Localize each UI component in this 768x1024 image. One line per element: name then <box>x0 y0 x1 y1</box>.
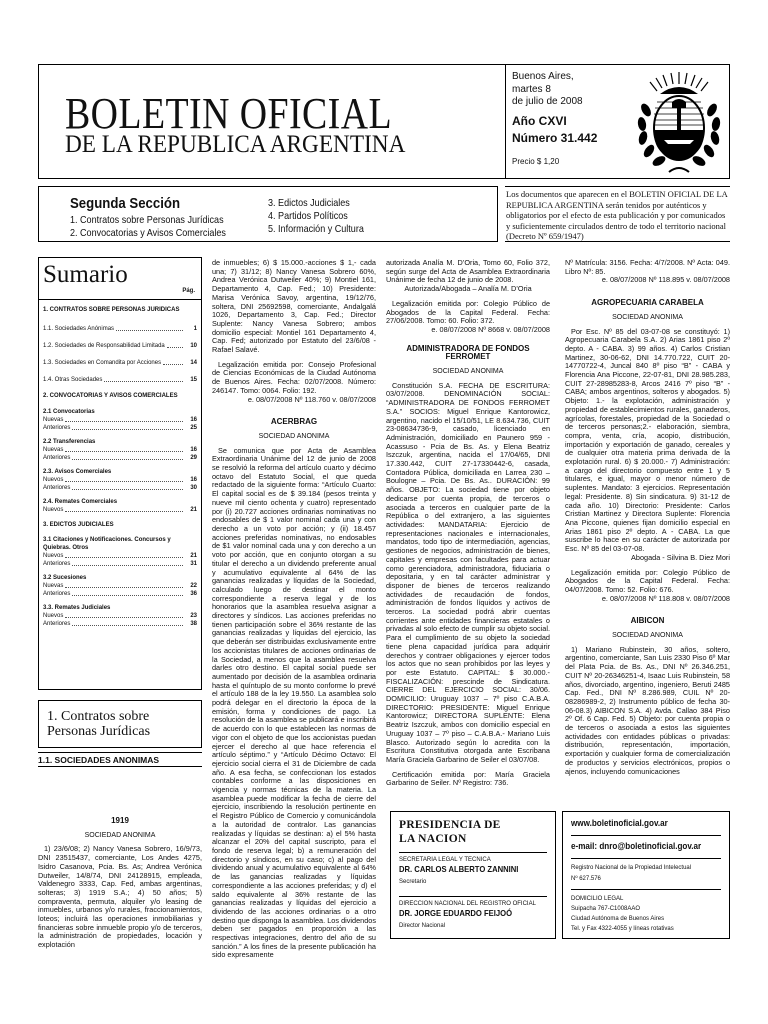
entry-label: 1.4. Otras Sociedades <box>43 377 103 383</box>
divider <box>571 858 721 859</box>
text-column-2 <box>212 259 376 960</box>
sumario-box <box>38 257 202 690</box>
subsection-title: 1.1. SOCIEDADES ANONIMAS <box>38 755 160 765</box>
sumario-subheading: 2.4. Remates Comerciales <box>43 499 118 505</box>
leader-dots <box>65 587 183 588</box>
sumario-subheading: 3.3. Remates Judiciales <box>43 605 111 611</box>
notice-paragraph: Se comunica que por Acta de Asamblea Extraordinaria Unánime del 12 de junio de 2008 se resolvió la reforma del artículo cuarto y décimo octavo del Estatuto Social, el que queda redactado de la siguiente forma: “Artículo Cuarto: El capital social es de $ 39.184 (pesos treinta y nueve mil ciento ochenta y cuatro) representado por (i) 20.727 acciones ordinarias nominativas no endosables de $ 1 valor nominal cada una y con derecho a un voto por acción; y (ii) 18.457 acciones preferidas nominativas, no endosables de $1 valor nominal cada una y con derecho a un voto por acción, que en conjunto otorgan a su titular el derecho a un dividendo preferente anual y acumulativo equivalente al 64% de las ganancias realizadas y líquidas de la Sociedad, calculado luego de destinar el monto correspondiente a reserva legal y de los honorarios que la asamblea resuelva asignar a directores y síndicos. Las acciones preferidas no tienen participación sobre el 36% restante de las ganancias realizadas y líquidas del ejercicio, las que deberán ser distribuidas exclusivamente entre los accionistas titulares de acciones ordinarias de la Sociedad, a menos que la asamblea resuelva darles otro destino. El capital social puede ser aumentado por decisión de la asamblea ordinaria hasta el quíntuplo de su monto conforme lo prevé el artículo 188 de la ley 19.550. La asamblea solo podrá delegar en el directorio la época de la emisión, forma y condiciones de pago. La resolución de la asamblea se publicará e inscribirá de acuerdo con lo que establecen las normas de vigor con el objeto de que los accionistas puedan ejercer el derecho al que hace referencia el artículo séptimo.” y “Artículo Décimo Octavo: El ejercicio social cierra el 31 de Diciembre de cada año. A esa fecha, se confeccionan los estados contables conforme a las disposiciones en vigencia y normas técnicas de la materia. La asamblea puede modificar la fecha de cierre del ejercicio, inscribiendo la resolución pertinente en el Registro Público de Comercio y comunicándola a la autoridad de contralor. Las ganancias realizadas y líquidas se destinan: a) el 5% hasta alcanzar el 20% del capital suscripto, para el fondo de reserva legal; b) a remuneración del directorio y síndicos, en su caso; c) al pago del dividendo anual y acumulativo equivalente al 64% de las ganancias realizadas y líquidas correspondiente a las acciones preferidas; y d) el saldo equivalente al 36% restante de las ganancias realizadas y líquidas del ejercicio a dividendo de las acciones ordinarias o a otro destino que disponga la asamblea. Los dividendos deben ser pagados en proporción a las respectivas integraciones, dentro del año de su sanción.” A los fines de la presente publicación ha sido expresamente <box>212 445 376 960</box>
leader-dots <box>65 481 183 482</box>
leader-dots <box>72 429 183 430</box>
entry-page: 22 <box>190 583 197 589</box>
entry-label: Nuevos <box>43 613 64 619</box>
sumario-entry[interactable] <box>43 620 197 628</box>
leader-dots <box>163 364 183 365</box>
sumario-entry[interactable] <box>43 582 197 590</box>
sumario-entry[interactable] <box>43 416 197 424</box>
sumario-entry[interactable] <box>43 359 197 367</box>
presidencia-box <box>390 811 556 939</box>
notice-paragraph: Legalización emitida por: Colegio Público de Abogados de la Capital Federal. Fecha: 27/06/2008. Tomo: 60. Folio: 372. <box>386 298 550 326</box>
section-item: 1. Contratos sobre Personas Jurídicas <box>70 214 224 226</box>
section-item: 4. Partidos Políticos <box>268 210 348 222</box>
entry-label: Anteriores <box>43 591 71 597</box>
presidencia-title-line: PRESIDENCIA DE <box>399 819 501 831</box>
entry-label: Nuevos <box>43 553 64 559</box>
notice-paragraph: Nº Matrícula: 3156. Fecha: 4/7/2008. Nº Acta: 049. Libro Nº: 85. <box>565 258 730 276</box>
entry-label: Anteriores <box>43 561 71 567</box>
notice-subheading: SOCIEDAD ANONIMA <box>432 368 504 376</box>
sumario-entry[interactable] <box>43 506 197 514</box>
sumario-entry[interactable] <box>43 484 197 492</box>
presidencia-title <box>399 818 547 846</box>
notice-heading: AGROPECUARIA CARABELA <box>591 298 704 308</box>
secretaria-name: DR. CARLOS ALBERTO ZANNINI <box>399 864 519 874</box>
leader-dots <box>116 330 183 331</box>
entry-label: 1.2. Sociedades de Responsabilidad Limitada <box>43 343 165 349</box>
sumario-entry[interactable] <box>43 552 197 560</box>
entry-page: 1 <box>193 326 197 332</box>
notice-heading: 1919 <box>111 816 129 825</box>
notice-heading: ADMINISTRADORA DE FONDOS FERROMET <box>406 343 530 362</box>
domicilio-tel: Tel. y Fax 4322-4055 y líneas rotativas <box>571 926 674 932</box>
domicilio-label: DOMICILIO LEGAL <box>571 896 624 902</box>
notice-paragraph: Constitución S.A. FECHA DE ESCRITURA: 03/07/2008. DENOMINACIÓN SOCIAL: “ADMINISTRADORA DE FONDOS FERROMET S.A.” SOCIOS: Miguel Enrique Kantorowicz, argentino, nacido el 15/10/51, LE 8.634.736, CUIT 23-08634736-9, casado, licenciado en Administración, domiciliado en Paunero 959 - Acassuso - Pcia de Bs. As. y Elena Beatriz Iszczuk, argentina, nacida el 17/04/65, DNI 17.330.442, CUIT 27-17330442-6, casada, Contadora Pública, domiciliada en Larrea 230 – Boulogne – Pcia. De Bs. As.. DURACIÓN: 99 años. OBJETO: La sociedad tiene por objeto dedicarse por cuenta propia, de terceros o asociada a terceros en cualquier parte de la República o del extranjero, a las siguientes actividades: MANDATARIA: Ejercicio de representaciones nacionales e internacionales, mandatos, todo tipo de intermediación, agencias, gestiones de negocios, administración de bienes, capitales y empresas con facultades para actuar como gerenciadora, administradora, fiduciaria o depositaria, y en tal carácter administrar y disponer de bienes de terceros realizando actividades de recaudación de fondos, administración de fondos líquidos y activos de terceros. La sociedad podrá abrir cuentas corrientes ante entidades financieras estatales o privadas al solo efecto de cumplir su objeto social. Para el cumplimiento de su objeto la sociedad tiene plena capacidad jurídica para adquirir derechos y contraer obligaciones y ejercer todos los actos que no sean prohibidos por las leyes y por este Estatuto. CAPITAL: $ 30.000.- FISCALIZACIÓN: prescinde de Sindicatura. CIERRE DEL EJERCICIO SOCIAL: 30/06. DOMICILIO: Uruguay 1037 – 7º piso C.A.B.A. DIRECTORIO: PRESIDENTE: Miguel Enrique Kantorowicz; DIRECTORA SUPLENTE: Elena Beatriz Iszczuk, ambos con domicilio especial en Uruguay 1037 – 7º piso – C.A.B.A.- Mariano Luis Blasco. Autorizado según lo acredita con la Escritura Constitutiva otorgada ante Escribana María Graciela Garbarino de Seiler el 03/07/08. <box>386 380 550 764</box>
leader-dots <box>104 381 183 382</box>
leader-dots <box>72 459 183 460</box>
domicilio-street: Suipacha 767-C1008AAO <box>571 906 641 912</box>
notice-paragraph: Por Esc. Nº 85 del 03-07-08 se constituyó: 1) Agropecuaria Carabela S.A. 2) Arias 1861 piso 2º depto. A - CABA. 3) 99 años. 4) Carlos Cristian Martinez, 30-06-62, DNI 14.770.722, CUIT 20-14770722-4, Juncal 840 8º piso “B” - CABA y Florencia Ana Piccone, 22-07-81, DNI 28.985.283, CUIT 27-28985283-8, Arcos 2416 7º piso “B” - CABA; ambos argentinos, solteros y abogados. 5) Objeto: 1.- la explotación, administración y propiedad de establecimientos rurales, ganaderos, agrícolas, forestales, propiedad de la Sociedad o de terceros personas;2.- elaboración, siembra, compra, venta, cría, acopio, distribución, importación y exportación de ganado, cereales y de cualquier otra materia prima derivada de la explotación rural. 6) $ 20.000.- 7) Administración: a cargo del directorio compuesto entre 1 y 5 titulares, e igual, mayor o menor número de suplentes. Mandato: 3 ejercicios. Representación legal: Presidente. 8) Sin sindicatura. 9) 31-12 de cada año. 10) Directorio: Presidente: Carlos Cristian Martinez y Directora Suplente: Florencia Ana Piccone, quienes fijan domicilio especial en Arias 1861 piso 2º depto. A - CABA. La que suscribe lo hace en su carácter de autorizada por Esc. Nº 85 del 03-07-08. <box>565 326 730 554</box>
entry-page: 21 <box>190 553 197 559</box>
sumario-entry[interactable] <box>43 325 197 333</box>
notice-subheading: SOCIEDAD ANONIMA <box>612 632 683 640</box>
entry-label: Anteriores <box>43 455 71 461</box>
leader-dots <box>167 347 183 348</box>
sumario-subheading: 2.3. Avisos Comerciales <box>43 469 112 475</box>
divider <box>571 889 721 890</box>
issue-number: Número 31.442 <box>512 131 598 145</box>
leader-dots <box>72 489 183 490</box>
text-column-1 <box>38 817 202 950</box>
sumario-subheading: 3.2 Sucesiones <box>43 575 87 581</box>
divider <box>39 299 201 300</box>
entry-page: 16 <box>190 447 197 453</box>
issue-city: Buenos Aires, <box>512 71 574 82</box>
leader-dots <box>65 451 183 452</box>
leader-dots <box>72 595 183 596</box>
sumario-heading: 2. CONVOCATORIAS Y AVISOS COMERCIALES <box>43 393 178 399</box>
entry-page: 23 <box>190 613 197 619</box>
sumario-heading: 3. EDICTOS JUDICIALES <box>43 522 114 528</box>
registro-number: Nº 627.576 <box>571 876 601 882</box>
entry-page: 38 <box>190 621 197 627</box>
notice-paragraph: 1) Mariano Rubinstein, 30 años, soltero, argentino, comerciante, San Luis 2330 Piso 6º Mar del Plata Pcia. de Bs. As., DNI Nº 26.346.251, CUIT Nº 20-26346251-4, Isaac Luis Rubinstein, 58 años, divorciado, argentino, ingeniero, Beruti 2485 Cap. Fed., DNI Nº 8.286.989, CUIL Nº 20-08286989-2, 2) Instrumento público de fecha 30-06-08.3) AIBICON S.A. 4) Avda. Callao 384 Piso 2º Of. 6 Cap. Fed. 5) Objeto: por cuenta propia o de terceros o asociada a estos las siguientes actividades con entidades públicas o privadas: distribución, representación, importación, exportación y cualquier forma de comercialización de productos y servicios electrónicos, propios o ajenos, incluyendo comunicaciones <box>565 644 730 776</box>
entry-label: 1.3. Sociedades en Comandita por Acciones <box>43 360 162 366</box>
sumario-title: Sumario <box>43 261 128 288</box>
notice-paragraph: autorizada Analía M. D’Oria, Tomo 60, Folio 372, según surge del Acta de Asamblea Extraordinaria Unánime de fecha 12 de junio de 2008. <box>386 258 550 285</box>
section-item: 5. Información y Cultura <box>268 223 364 235</box>
issue-price: Precio $ 1,20 <box>512 157 560 166</box>
notice-heading: AIBICON <box>630 616 665 626</box>
contact-info-box <box>562 811 730 939</box>
issue-year: Año CXVI <box>512 114 567 128</box>
divider <box>38 766 202 767</box>
leader-dots <box>72 565 183 566</box>
section-item: 2. Convocatorias y Avisos Comerciales <box>70 227 226 239</box>
leader-dots <box>65 511 183 512</box>
entry-page: 10 <box>190 343 197 349</box>
entry-label: Anteriores <box>43 425 71 431</box>
leader-dots <box>65 557 183 558</box>
entry-page: 16 <box>190 417 197 423</box>
issue-date-text: de julio de 2008 <box>512 96 583 107</box>
sumario-entry[interactable] <box>43 424 197 432</box>
notice-subheading: SOCIEDAD ANONIMA <box>258 432 330 440</box>
entry-page: 36 <box>190 591 197 597</box>
sumario-subheading: 2.1 Convocatorias <box>43 409 95 415</box>
leader-dots <box>65 617 183 618</box>
notice-subheading: SOCIEDAD ANONIMA <box>84 831 156 839</box>
sumario-heading: 1. CONTRATOS SOBRE PERSONAS JURIDICAS <box>43 307 180 313</box>
sumario-entry[interactable] <box>43 454 197 462</box>
newspaper-subtitle: DE LA REPUBLICA ARGENTINA <box>65 131 406 158</box>
direccion-label: DIRECCION NACIONAL DEL REGISTRO OFICIAL <box>399 901 536 907</box>
sumario-entry[interactable] <box>43 376 197 384</box>
divider <box>571 835 721 836</box>
entry-page: 29 <box>190 455 197 461</box>
entry-page: 25 <box>190 425 197 431</box>
notice-paragraph: Legalización emitida por: Consejo Profesional de Ciencias Económicas de la Ciudad Autónoma de Buenos Aires. Fecha: 02/07/2008. Número: 246147. Tomo: 0064. Folio: 192. <box>212 359 376 395</box>
notice-signature: e. 08/07/2008 Nº 118.895 v. 08/07/2008 <box>601 275 730 285</box>
masthead-divider <box>505 64 506 179</box>
entry-page: 21 <box>190 507 197 513</box>
text-column-4 <box>565 259 730 776</box>
entry-label: 1.1. Sociedades Anónimas <box>43 326 115 332</box>
section-1-label-line: 1. Contratos sobre <box>47 709 150 724</box>
issue-date <box>512 71 622 109</box>
direccion-name: DR. JORGE EDUARDO FEIJOÓ <box>399 908 513 918</box>
entry-page: 15 <box>190 377 197 383</box>
entry-label: Nuevos <box>43 477 64 483</box>
registro-label: Registro Nacional de la Propiedad Intelectual <box>571 865 692 871</box>
sumario-entry[interactable] <box>43 342 197 350</box>
notice-signature: Autorizada/Abogada – Analía M. D’Oria <box>404 284 532 294</box>
issue-weekday: martes 8 <box>512 83 551 95</box>
entry-page: 30 <box>190 485 197 491</box>
sumario-entry[interactable] <box>43 612 197 620</box>
sumario-subheading: 2.2 Transferencias <box>43 439 96 445</box>
notice-paragraph: Legalización emitida por: Colegio Público de Abogados de la Capital Federal. Fecha: 04/07/2008. Tomo: 52. Folio: 676. <box>565 567 730 594</box>
entry-page: 16 <box>190 477 197 483</box>
sumario-entry[interactable] <box>43 476 197 484</box>
website-link[interactable]: www.boletinoficial.gov.ar <box>571 818 668 828</box>
notice-subheading: SOCIEDAD ANONIMA <box>612 313 683 321</box>
section-1-label-box <box>38 700 202 748</box>
page-column-label: Pág. <box>182 288 195 294</box>
email-link[interactable]: e-mail: dnro@boletinoficial.gov.ar <box>571 841 702 851</box>
section-items-right <box>268 197 364 236</box>
sumario-subheading: 3.1 Citaciones y Notificaciones. Concursos y Quiebras. Otros <box>43 537 171 551</box>
entry-label: Nuevos <box>43 507 64 513</box>
section-title: Segunda Sección <box>70 195 181 212</box>
sumario-entry[interactable] <box>43 590 197 598</box>
notice-signature: e. 08/07/2008 Nº 8668 v. 08/07/2008 <box>431 324 550 334</box>
notice-signature: e. 08/07/2008 Nº 118.760 v. 08/07/2008 <box>247 394 376 404</box>
coat-of-arms-icon <box>632 70 726 176</box>
section-item: 3. Edictos Judiciales <box>268 197 350 209</box>
section-items-left <box>70 214 226 240</box>
secretaria-label: SECRETARIA LEGAL Y TECNICA <box>399 857 491 863</box>
legal-notice: Los documentos que aparecen en el BOLETIN OFICIAL DE LA REPUBLICA ARGENTINA serán tenidos por auténticos y obligatorios por el efecto de esta publicación y por comunicados y suficientemente circulados dentro de todo el territorio nacional (Decreto Nº 659/1947) <box>505 186 730 242</box>
notice-signature: e. 08/07/2008 Nº 118.808 v. 08/07/2008 <box>601 593 730 603</box>
entry-label: Nuevas <box>43 583 64 589</box>
sumario-entry[interactable] <box>43 560 197 568</box>
divider <box>399 896 547 897</box>
notice-paragraph: Certificación emitida por: María Graciela Garbarino de Seiler. Nº Registro: 736. <box>386 769 550 788</box>
entry-page: 14 <box>190 360 197 366</box>
presidencia-title-line: LA NACION <box>399 833 467 845</box>
entry-label: Anteriores <box>43 485 71 491</box>
direccion-role: Director Nacional <box>399 923 446 929</box>
leader-dots <box>65 421 183 422</box>
leader-dots <box>72 625 183 626</box>
sumario-entry[interactable] <box>43 446 197 454</box>
entry-label: Anteriores <box>43 621 71 627</box>
section-1-label-line: Personas Jurídicas <box>47 724 151 739</box>
newspaper-title: BOLETIN OFICIAL <box>65 89 393 138</box>
notice-paragraph: de inmuebles; 6) $ 15.000.-acciones $ 1,- cada una; 7) 31/12; 8) Nancy Vanesa Sobrero 60%, Andrea Verónica Dutweiler 40%; 9) Montiel 161, Departamento 4, Cap. Fed.; 10) Presidente: Marisa Verónica Savoy, argentina, 19/12/76, soltera, DNI 25692598, comerciante, Andalgalá 1026, Departamento 3, Cap. Fed.; Director Suplente: Nancy Vanesa Sobrero; ambos domicilio especial: Montiel 161 Departamento 4, Cap. Fed; autorizado por Estatuto del 23/6/08 - Rafael Salavé. <box>212 258 376 355</box>
notice-heading: ACERBRAG <box>270 417 318 427</box>
divider <box>399 852 547 853</box>
text-column-3 <box>386 259 550 788</box>
divider <box>38 752 202 753</box>
entry-label: Nuevas <box>43 447 64 453</box>
entry-page: 31 <box>190 561 197 567</box>
entry-label: Nuevas <box>43 417 64 423</box>
notice-paragraph: 1) 23/6/08; 2) Nancy Vanesa Sobrero, 16/9/73, DNI 23515437, comerciante, Los Andes 4275, Isidro Casanova, Pcia. Bs. As; Andrea Verónica Dutweiler, 14/8/74, DNI 24128915, empleada, Valdenegro 3333, Cap. Fed, ambas argentinas, solteras; 3) 1919 S.A.; 4) 50 años; 5) compraventa, permuta, alquiler y/o leasing de inmuebles, urbanos y/o rurales, fraccionamientos, loteos; incluirá las operaciones inmobiliarias y financieras sobre inmueble propio y/o de terceros, la administración de propiedades, locación y explotación <box>38 844 202 950</box>
domicilio-city: Ciudad Autónoma de Buenos Aires <box>571 916 665 922</box>
secretaria-role: Secretario <box>399 879 427 885</box>
notice-signature: Abogada - Silvina B. Diez Mori <box>631 552 730 562</box>
